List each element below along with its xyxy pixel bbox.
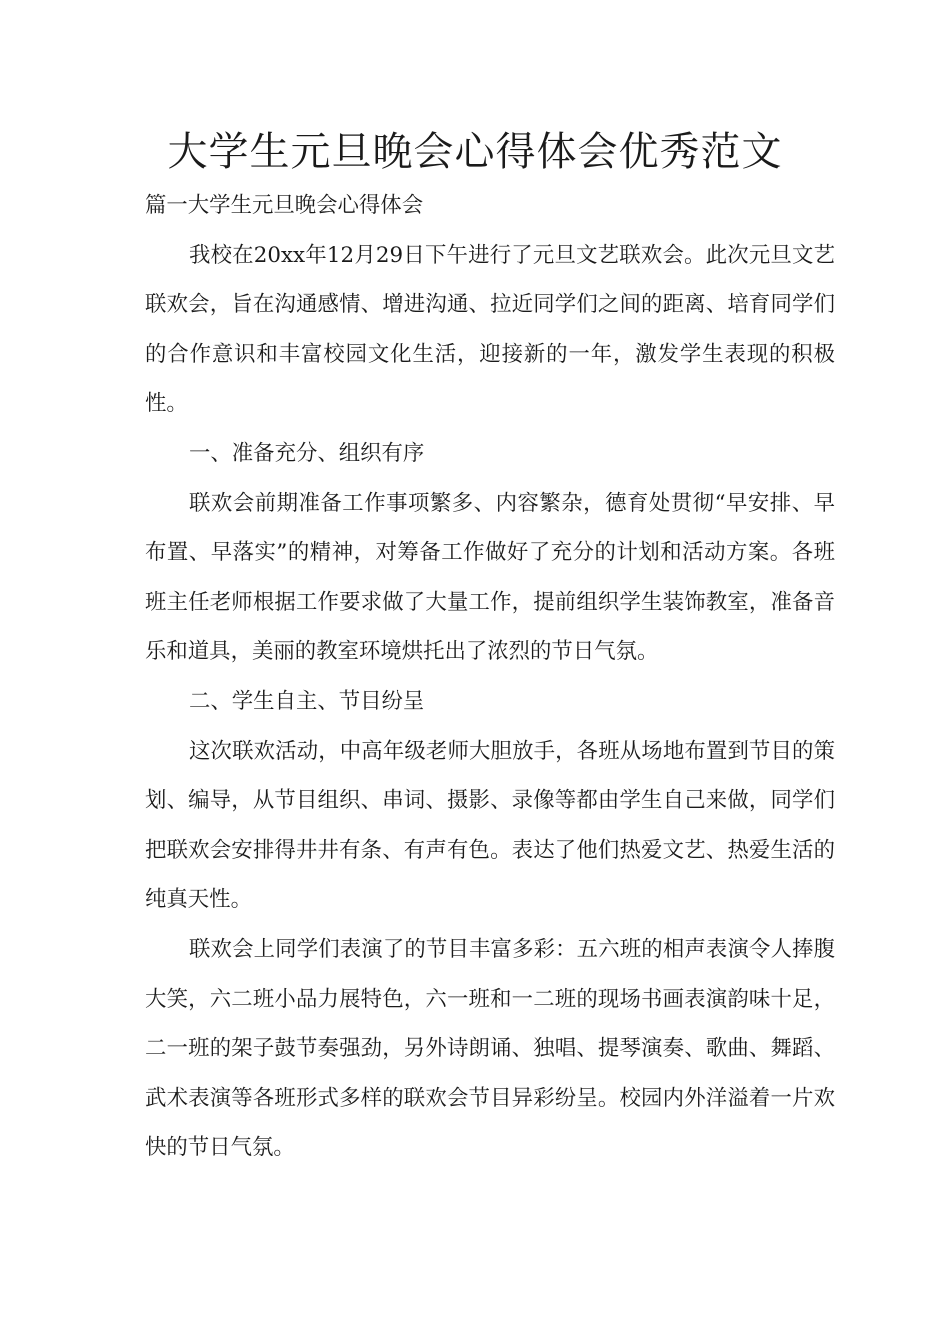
section-heading-2: 二、学生自主、节目纷呈 xyxy=(189,688,425,714)
paragraph-preparation: 联欢会前期准备工作事项繁多、内容繁杂，德育处贯彻“早安排、早布置、早落实”的精神，对筹备工作做好了充分的计划和活动方案。各班班主任老师根据工作要求做了大量工作，提前组织学生装饰教室，准备音乐和道具，美丽的教室环境烘托出了浓烈的节日气氛。 xyxy=(145,490,835,665)
document-title: 大学生元旦晚会心得体会优秀范文 xyxy=(167,129,783,175)
section-heading-1: 一、准备充分、组织有序 xyxy=(189,440,425,466)
paragraph-student-autonomy: 这次联欢活动，中高年级老师大胆放手，各班从场地布置到节目的策划、编导，从节目组织、串词、摄影、录像等都由学生自己来做，同学们把联欢会安排得井井有条、有声有色。表达了他们热爱文艺、热爱生活的纯真天性。 xyxy=(145,738,835,913)
document-body xyxy=(145,181,835,1173)
paragraph-intro: 我校在20xx年12月29日下午进行了元旦文艺联欢会。此次元旦文艺联欢会，旨在沟通感情、增进沟通、拉近同学们之间的距离、培育同学们的合作意识和丰富校园文化生活，迎接新的一年，激发学生表现的积极性。 xyxy=(145,242,835,417)
paragraph-performances: 联欢会上同学们表演了的节目丰富多彩：五六班的相声表演令人捧腹大笑，六二班小品力展特色，六一班和一二班的现场书画表演韵味十足，二一班的架子鼓节奏强劲，另外诗朗诵、独唱、提琴演奏、歌曲、舞蹈、武术表演等各班形式多样的联欢会节目异彩纷呈。校园内外洋溢着一片欢快的节日气氛。 xyxy=(145,936,835,1161)
document-subtitle: 篇一大学生元旦晚会心得体会 xyxy=(145,193,424,218)
